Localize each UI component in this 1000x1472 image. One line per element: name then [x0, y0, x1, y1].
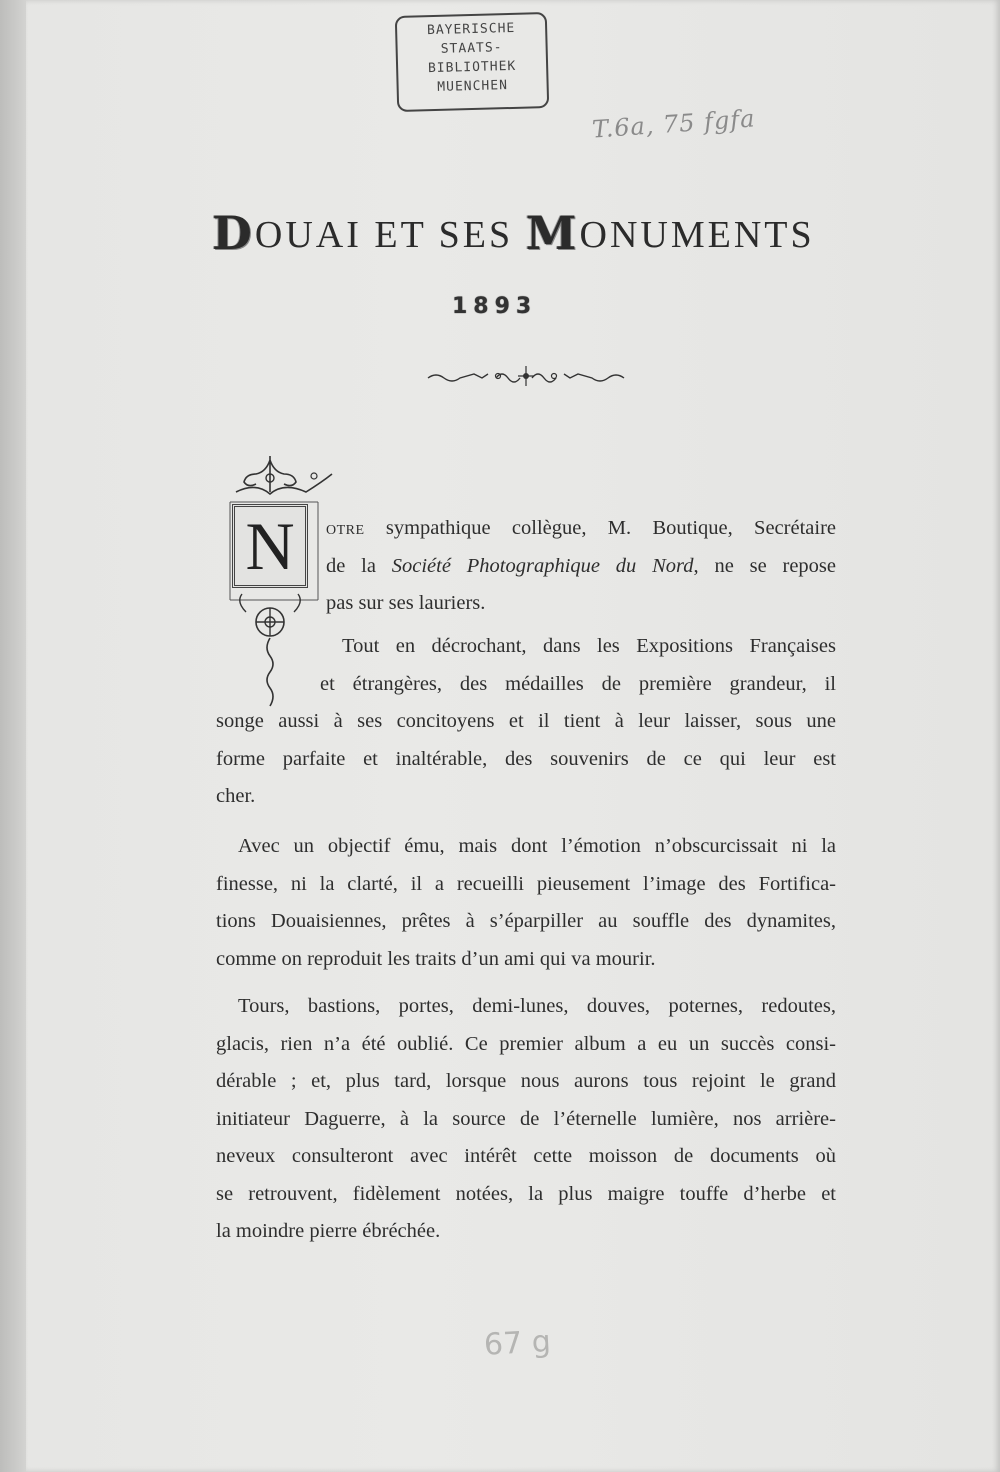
paragraph-2 [216, 628, 836, 816]
text-line: la moindre pierre ébréchée. [216, 1220, 441, 1242]
library-stamp [395, 12, 549, 112]
text-line: pas sur ses lauriers. [326, 592, 486, 614]
text-line: finesse, ni la clarté, il a recueilli pieusement l’image des Fortifica- [216, 872, 836, 895]
text-span: sympathique collègue, M. Boutique, Secrétaire [364, 517, 836, 539]
page-left-edge [0, 0, 26, 1472]
title-word: ET [374, 214, 427, 256]
text-line [326, 548, 836, 586]
text-line: Tours, bastions, portes, demi-lunes, douves, poternes, redoutes, [238, 995, 836, 1017]
stamp-line: BAYERISCHE [426, 20, 516, 39]
paragraph-1 [326, 510, 836, 623]
text-line: songe aussi à ses concitoyens et il tient à leur laisser, sous une [216, 710, 836, 732]
text-line: cher. [216, 785, 256, 807]
ornament-divider-icon [426, 364, 626, 388]
text-span: de la [326, 554, 392, 577]
text-line: Tout en décrochant, dans les Expositions Françaises [342, 635, 836, 657]
stamp-line: BIBLIOTHEK [427, 58, 517, 77]
initial-letter-frame [232, 504, 308, 588]
title-initial-d: D [212, 206, 255, 260]
text-line: et étrangères, des médailles de première grandeur, il [320, 672, 836, 695]
text-line: forme parfaite et inaltérable, des souvenirs de ce qui leur est [216, 747, 836, 770]
initial-letter: N [245, 508, 295, 584]
text-line: Avec un objectif ému, mais dont l’émotion n’obscurcissait ni la [238, 835, 836, 857]
text-line: comme on reproduit les traits d’un ami qui va mourir. [216, 947, 656, 970]
paragraph-4 [216, 988, 836, 1251]
text-line: tions Douaisiennes, prêtes à s’éparpiller au souffle des dynamites, [216, 910, 836, 932]
society-name: Société Photographique du Nord [391, 554, 694, 577]
title-word: ONUMENTS [579, 214, 815, 256]
text-line [326, 510, 836, 548]
publication-year: 1893 [452, 294, 538, 319]
text-line: neveux consulteront avec intérêt cette moisson de documents où [216, 1145, 836, 1167]
title-initial-m: M [525, 206, 580, 260]
text-line: se retrouvent, fidèlement notées, la plus maigre touffe d’herbe et [216, 1182, 836, 1205]
text-line: dérable ; et, plus tard, lorsque nous aurons tous rejoint le grand [216, 1070, 836, 1092]
title-word: SES [438, 214, 514, 256]
stamp-line: MUENCHEN [437, 78, 509, 95]
text-line: initiateur Daguerre, à la source de l’éternelle lumière, nos arrière- [216, 1107, 836, 1130]
lead-small-caps: otre [326, 517, 365, 539]
text-line: glacis, rien n’a été oublié. Ce premier album a eu un succès consi- [216, 1032, 836, 1055]
text-span: , ne se repose [693, 554, 836, 577]
stamp-line: STAATS- [440, 40, 503, 57]
handwritten-shelfmark: T.6a, 75 fgfa [591, 104, 757, 144]
pencil-note: 67 g [483, 1324, 552, 1363]
paragraph-3 [216, 828, 836, 978]
title-word: OUAI [254, 214, 362, 256]
page-title [212, 206, 852, 260]
